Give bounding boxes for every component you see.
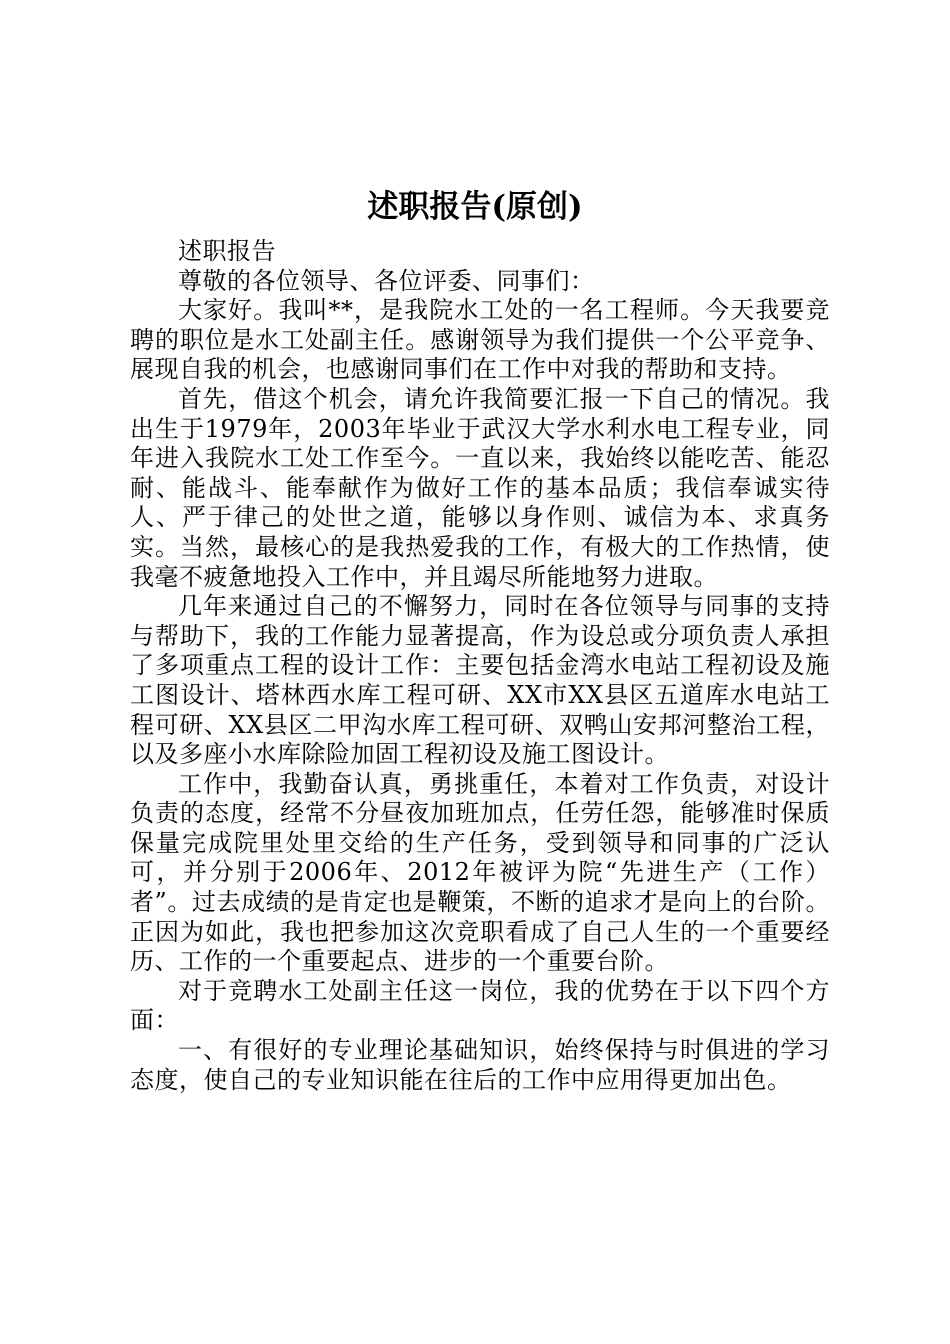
paragraph-achievements: 工作中，我勤奋认真，勇挑重任，本着对工作负责，对设计负责的态度，经常不分昼夜加班加点，任劳任怨，能够准时保质保量完成院里处里交给的生产任务，受到领导和同事的广泛认可，并分别于2006年、2012年被评为院“先进生产（工作）者”。过去成绩的是肯定也是鞭策，不断的追求才是向上的台阶。正因为如此，我也把参加这次竞职看成了自己人生的一个重要经历、工作的一个重要起点、进步的一个重要台阶。 <box>130 769 830 976</box>
paragraph-advantages-intro: 对于竞聘水工处副主任这一岗位，我的优势在于以下四个方面： <box>130 976 830 1035</box>
paragraph-background: 首先，借这个机会，请允许我简要汇报一下自己的情况。我出生于1979年，2003年毕业于武汉大学水利水电工程专业，同年进入我院水工处工作至今。一直以来，我始终以能吃苦、能忍耐、能战斗、能奉献作为做好工作的基本品质；我信奉诚实待人、严于律己的处世之道，能够以身作则、诚信为本、求真务实。当然，最核心的是我热爱我的工作，有极大的工作热情，使我毫不疲惫地投入工作中，并且竭尽所能地努力进取。 <box>130 384 830 591</box>
paragraph-salutation: 尊敬的各位领导、各位评委、同事们： <box>178 266 595 295</box>
document-title: 述职报告(原创) <box>367 189 583 225</box>
paragraph-projects: 几年来通过自己的不懈努力，同时在各位领导与同事的支持与帮助下，我的工作能力显著提高，作为设总或分项负责人承担了多项重点工程的设计工作：主要包括金湾水电站工程初设及施工图设计、塔林西水库工程可研、XX市XX县区五道库水电站工程可研、XX县区二甲沟水库工程可研、双鸭山安邦河整治工程，以及多座小水库除险加固工程初设及施工图设计。 <box>130 592 830 769</box>
paragraph-heading: 述职报告 <box>178 237 276 265</box>
document-body <box>130 237 830 1095</box>
paragraph-advantage-one: 一、有很好的专业理论基础知识，始终保持与时俱进的学习态度，使自己的专业知识能在往后的工作中应用得更加出色。 <box>130 1036 830 1094</box>
paragraph-greeting: 大家好。我叫**，是我院水工处的一名工程师。今天我要竞聘的职位是水工处副主任。感谢领导为我们提供一个公平竞争、展现自我的机会，也感谢同事们在工作中对我的帮助和支持。 <box>130 296 830 384</box>
